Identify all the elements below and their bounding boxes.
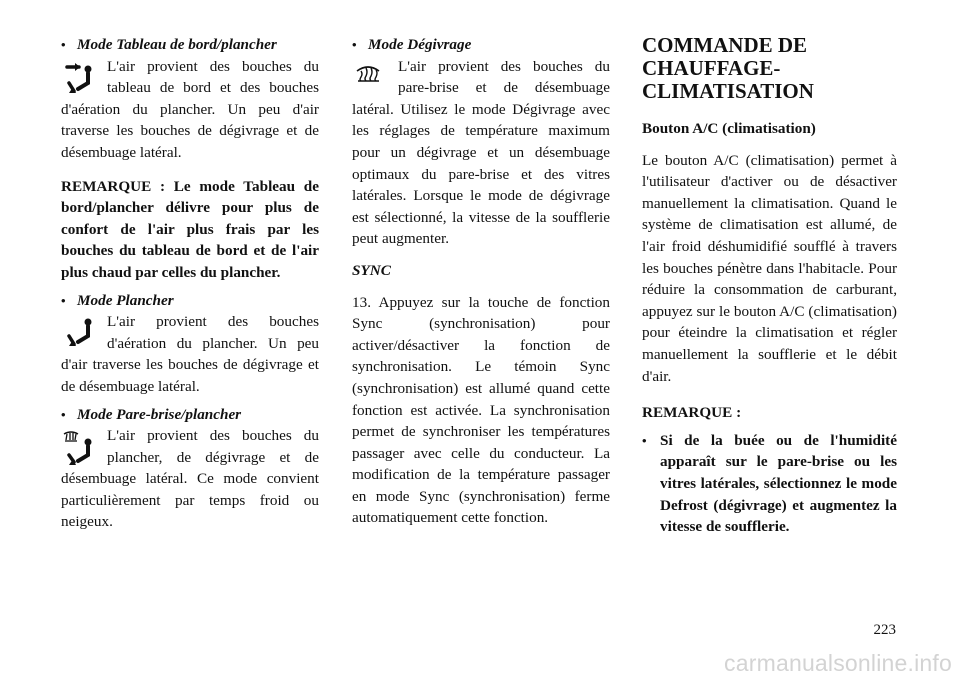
section-heading: COMMANDE DE CHAUFFAGE-CLIMATISATION: [642, 33, 814, 103]
mode-dash-floor-text: L'air provient des bouches du tableau de bord et des bouches d'aération du plancher. Un peu d'air traverse les bouches de dégivrage et de désembuage latéral.: [61, 57, 319, 161]
sync-title: SYNC: [352, 261, 391, 279]
sync-text: 13. Appuyez sur la touche de fonction Sync (synchronisation) pour activer/désactiver la fonction de synchronisation. Le témoin Sync (synchronisation) est allumé quand cette fonction est activée. La synchronisation permet de synchroniser les températures passager avec celle du conducteur. La modification de la température passager en mode Sync (synchronisation) ferme automatiquement cette fonction.: [352, 293, 610, 527]
note-label: REMARQUE :: [642, 404, 742, 422]
mode-heading-floor: • Mode Plancher: [61, 291, 174, 309]
floor-mode-icon: [61, 314, 97, 354]
dash-floor-mode-icon: [61, 59, 97, 99]
mode-windshield-floor-text: L'air provient des bouches du plancher, de dégivrage et de désembuage latéral. Ce mode convient particulièrement par temps froid ou neigeux.: [61, 427, 319, 531]
defrost-mode-icon: [352, 59, 388, 99]
note-dash-floor: REMARQUE : Le mode Tableau de bord/plancher délivre pour plus de confort de l'air plus frais par les bouches du tableau de bord et de l'air plus chaud par celles du plancher.: [61, 177, 319, 281]
column-1: [61, 34, 319, 533]
ac-button-title: Bouton A/C (climatisation): [642, 120, 816, 137]
note-bullet-item: • Si de la buée ou de l'humidité apparaît sur le pare-brise ou les vitres latérales, sélectionnez le mode Defrost (dégivrage) et augmentez la vitesse de soufflerie.: [642, 430, 897, 538]
defrost-floor-mode-icon: [61, 428, 97, 468]
mode-floor-text: L'air provient des bouches d'aération du plancher. Un peu d'air traverse les bouches de dégivrage et de désembuage latéral.: [61, 313, 319, 395]
column-2: [352, 34, 610, 529]
ac-button-text: Le bouton A/C (climatisation) permet à l'utilisateur d'activer ou de désactiver manuellement la climatisation. Quand le système de climatisation est allumé, de l'air froid déshumidifié soufflé à travers les bouches pénètre dans l'habitacle. Pour réduire la consommation de carburant, appuyez sur le bouton A/C (climatisation) pour éteindre la climatisation et régler manuellement la soufflerie et le débit d'air.: [642, 151, 897, 385]
mode-heading-windshield-floor: • Mode Pare-brise/plancher: [61, 405, 242, 423]
mode-defrost-text: L'air provient des bouches du pare-brise et de désembuage latéral. Utilisez le mode Dégivrage avec les réglages de température maximum pour un dégivrage et un désembuage optimaux du pare-brise et des vitres latérales. Lorsque le mode de dégivrage est sélectionné, la vitesse de la soufflerie peut augmenter.: [352, 57, 610, 248]
column-3: [642, 34, 897, 538]
mode-heading-dash-floor: • Mode Tableau de bord/plancher: [61, 36, 277, 53]
page-number: 223: [873, 622, 896, 638]
watermark: carmanualsonline.info: [724, 650, 952, 676]
mode-heading-defrost: • Mode Dégivrage: [352, 36, 472, 53]
note-bullet-text: Si de la buée ou de l'humidité apparaît sur le pare-brise ou les vitres latérales, sélectionnez le mode Defrost (dégivrage) et augmentez la vitesse de soufflerie.: [660, 431, 897, 536]
